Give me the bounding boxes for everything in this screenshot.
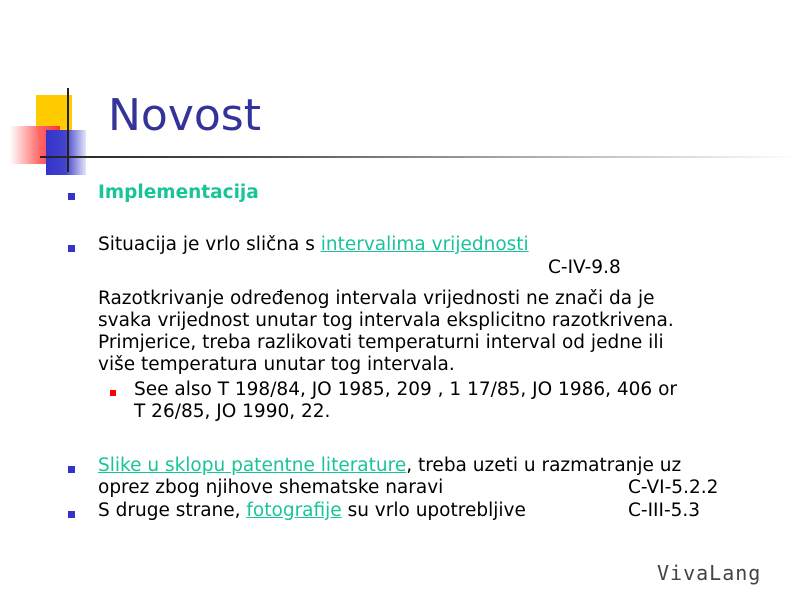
title-vertical-rule: [67, 88, 69, 172]
bullet-marker: [68, 466, 75, 473]
bullet-situacija-text: Situacija je vrlo slična s: [98, 234, 321, 255]
link-slike-patentne-literature[interactable]: Slike u sklopu patentne literature: [98, 455, 407, 476]
bullet-marker: [68, 511, 75, 518]
bullet-slike-text-after: , treba uzeti u razmatranje uz: [406, 455, 682, 476]
bullet-marker: [68, 193, 75, 200]
bullet-druge-strane-text: S druge strane,: [98, 500, 247, 521]
reference-c-vi-5-2-2: C-VI-5.2.2: [628, 477, 719, 498]
paragraph-razotkrivanje: Razotkrivanje određenog intervala vrijednosti ne znači da je svaka vrijednost unutar tog intervala eksplicitno razotkrivena. Primjerice, treba razlikovati temperaturni interval od jedne ili više temperatura unutar tog intervala.: [98, 288, 674, 375]
bullet-slike-line2: oprez zbog njihove shematske naravi: [98, 477, 444, 498]
reference-c-iv-9-8: C-IV-9.8: [548, 257, 621, 278]
bullet-situacija: [98, 234, 529, 256]
slide-title: Novost: [108, 90, 261, 141]
link-fotografije[interactable]: fotografije: [246, 500, 342, 521]
sub-bullet-see-also: See also T 198/84, JO 1985, 209 , 1 17/85, JO 1986, 406 or T 26/85, JO 1990, 22.: [134, 379, 678, 422]
bullet-slike-line1: [98, 455, 681, 477]
logo-square-blue: [46, 130, 86, 175]
bullet-druge-strane-text-after: su vrlo upotrebljive: [341, 500, 526, 521]
title-horizontal-rule: [40, 156, 800, 158]
link-intervalima-vrijednosti[interactable]: intervalima vrijednosti: [320, 234, 529, 255]
bullet-druge-strane: [98, 500, 526, 522]
bullet-heading-implementacija: Implementacija: [98, 182, 259, 203]
reference-c-iii-5-3: C-III-5.3: [628, 500, 701, 521]
vivalang-logo: VivaLang: [657, 561, 762, 585]
sub-bullet-marker: [110, 390, 116, 396]
bullet-marker: [68, 245, 75, 252]
